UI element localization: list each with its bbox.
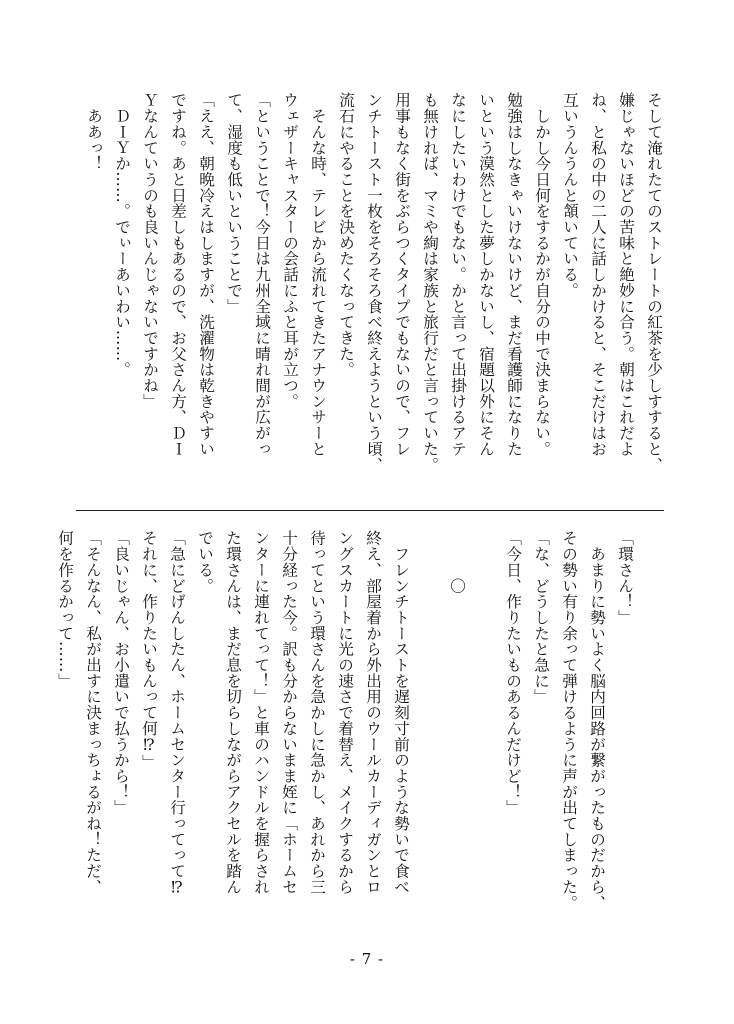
text-line: Ｙなんていうのも良いんじゃないですかね」 <box>141 92 159 409</box>
text-line <box>415 530 443 940</box>
text-line: ああっ！ <box>85 92 103 172</box>
text-line: ングスカートに光の速さで着替え、メイクするから <box>336 530 354 895</box>
text-line: なにしたいわけでもない。かと言って出掛けるアテ <box>449 92 467 457</box>
text-line: 流石にやることを決めたくなってきた。 <box>337 92 355 378</box>
text-line: 終え、部屋着から外出用のウールカーディガンとロ <box>364 530 382 895</box>
text-line: 待ってという環さんを急かしに急かし、あれから三 <box>308 530 326 895</box>
text-line: 「今日、作りたいものあるんだけど！」 <box>504 530 522 816</box>
text-line: いという漠然とした夢しかないし、宿題以外にそん <box>477 92 495 457</box>
text-line: ね、と私の中の二人に話しかけると、そこだけはお <box>589 92 607 457</box>
text-line: ですね。あと日差しもあるので、お父さん方、ＤＩ <box>169 92 187 457</box>
text-line: あまりに勢いよく脳内回路が繋がったものだから、 <box>588 530 606 911</box>
text-line: フレンチトーストを遅刻寸前のような勢いで食べ <box>392 530 410 895</box>
text-line: しかし今日何をするかが自分の中で決まらない。 <box>533 92 551 457</box>
page-number: - 7 - <box>349 950 385 968</box>
text-line: 十分経った今。訳も分からないまま姪に「ホームセ <box>280 530 298 895</box>
text-line: ウェザーキャスターの会話にふと耳が立つ。 <box>281 92 299 409</box>
text-line: 「良いじゃん、お小遣いで払うから！」 <box>112 530 130 816</box>
text-line: ＤＩＹか……。でぃーあいわい……。 <box>113 92 131 378</box>
text-line: 何を作るかって……」 <box>56 530 74 689</box>
text-line: 「な、どうしたと急に」 <box>532 530 550 705</box>
text-line <box>471 530 499 940</box>
text-line: ンターに連れてって！」と車のハンドルを握らされ <box>252 530 270 895</box>
text-line: 「急にどげんしたん、ホームセンター行ってって⁉ <box>168 530 186 897</box>
text-line: 「ええ、朝晩冷えはしますが、洗濯物は乾きやすい <box>197 92 215 457</box>
text-line: そんな時、テレビから流れてきたアナウンサーと <box>309 92 327 457</box>
text-line: 「環さん！」 <box>616 530 634 626</box>
text-line: 「ということで！今日は九州全域に晴れ間が広がっ <box>253 92 271 457</box>
text-line: それに、作りたいもんって何⁉」 <box>140 530 158 771</box>
text-line: 用事もなく街をぶらつくタイプでもないので、フレ <box>393 92 411 457</box>
text-line: その勢い有り余って弾けるように声が出てしまった。 <box>560 530 578 911</box>
text-line: 「そんなん、私が出すに決まっちょるがね！ただ、 <box>84 530 102 895</box>
section-divider <box>76 510 664 511</box>
text-line: ンチトースト一枚をそろそろ食べ終えようという頃、 <box>365 92 383 473</box>
text-line: 〇 <box>448 530 466 594</box>
text-line: でいる。 <box>196 530 214 594</box>
lower-text-block <box>51 530 639 940</box>
text-line: 互いうんうんと頷いている。 <box>561 92 579 299</box>
text-line: も無ければ、マミや絢は家族と旅行だと言っていた。 <box>421 92 439 473</box>
text-line: た環さんは、まだ息を切らしながらアクセルを踏ん <box>224 530 242 895</box>
text-line: て、湿度も低いということで」 <box>225 92 243 314</box>
text-line: 嫌じゃないほどの苦味と絶妙に合う。朝はこれだよ <box>617 92 635 457</box>
upper-text-block <box>80 92 668 500</box>
text-line: そして淹れたてのストレートの紅茶を少しすすると、 <box>645 92 663 473</box>
text-line: 勉強はしなきゃいけないけど、まだ看護師になりた <box>505 92 523 457</box>
